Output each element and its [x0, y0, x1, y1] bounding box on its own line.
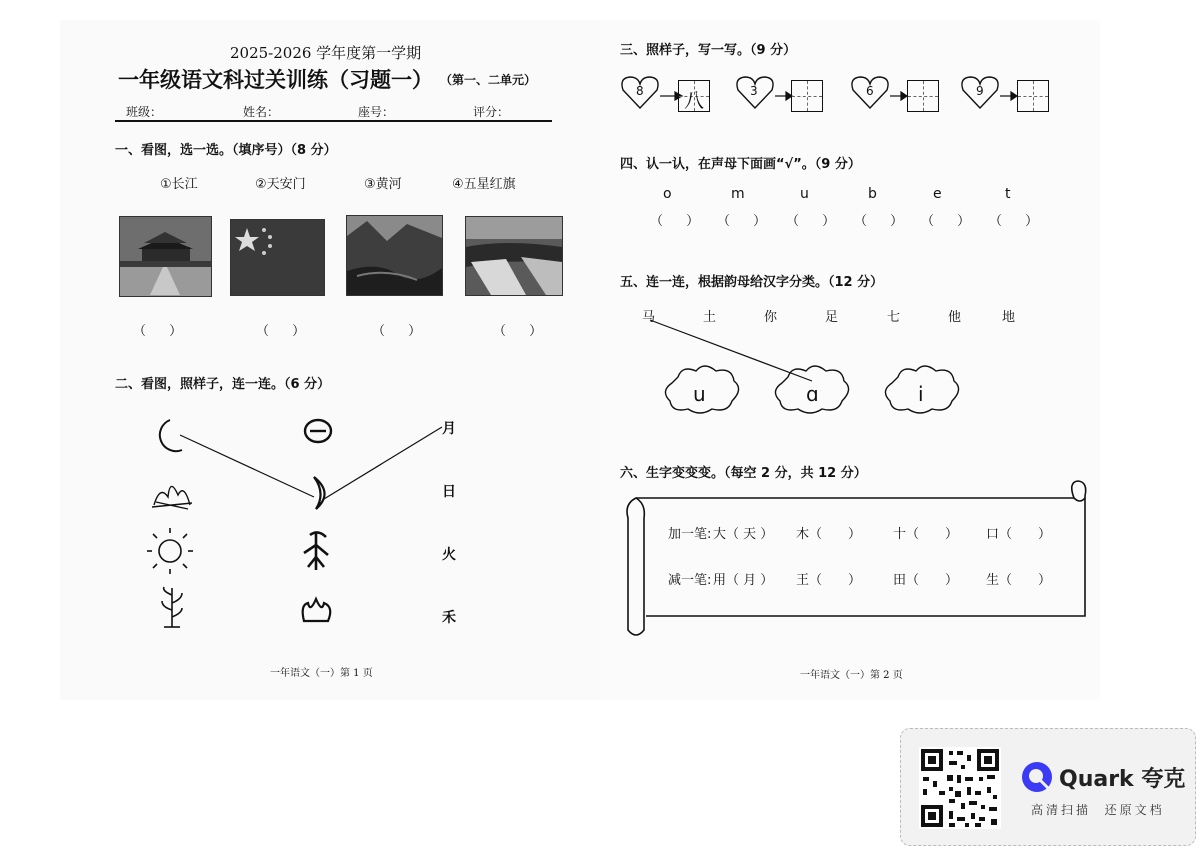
- heart-number-3: 6: [866, 84, 874, 98]
- quark-logo-icon: [1021, 761, 1053, 793]
- answer-blank-3[interactable]: （ ）: [372, 324, 424, 339]
- letter-m: m: [731, 186, 745, 202]
- field-score: 评分：: [473, 105, 510, 119]
- answer-blank-1[interactable]: （ ）: [133, 324, 185, 339]
- field-name: 姓名：: [243, 105, 280, 119]
- char-ni: 你: [764, 310, 778, 325]
- footer-page-2: 一年语文（一）第 2 页: [800, 670, 903, 681]
- option-2: ②天安门: [255, 177, 306, 192]
- letter-blank-4[interactable]: （ ）: [854, 214, 906, 229]
- add-stroke-kou[interactable]: 口（ ）: [986, 527, 1052, 542]
- sun-icon: [147, 528, 193, 574]
- page-title: 一年级语文科过关训练（习题一）: [118, 68, 433, 92]
- writing-grid-4[interactable]: [1017, 80, 1049, 112]
- quark-tagline: 高清扫描 还原文档: [1031, 803, 1165, 817]
- letter-blank-5[interactable]: （ ）: [921, 214, 973, 229]
- char-sun: 日: [442, 484, 456, 500]
- letter-t: t: [1005, 186, 1011, 202]
- char-moon: 月: [442, 421, 456, 437]
- remove-stroke-wang[interactable]: 王（ ）: [796, 573, 862, 588]
- ancient-sun-icon: [305, 420, 331, 442]
- page-subtitle: （第一、二单元）: [440, 73, 537, 87]
- quark-brand: Quark 夸克: [1059, 767, 1186, 792]
- section-2-heading: 二、看图，照样子，连一连。（6 分）: [115, 377, 331, 392]
- yellow-river-photo: [465, 216, 563, 296]
- matching-diagram: [140, 405, 480, 635]
- moon-icon: [160, 420, 182, 451]
- char-qi: 七: [887, 310, 901, 325]
- heart-number-1: 8: [636, 84, 644, 98]
- letter-blank-1[interactable]: （ ）: [650, 214, 702, 229]
- example-char: 八: [684, 88, 704, 112]
- qr-code-icon: [919, 747, 1001, 829]
- writing-grid-1: [678, 80, 710, 112]
- cloud-label-u: u: [693, 382, 706, 406]
- answer-blank-2[interactable]: （ ）: [256, 324, 308, 339]
- remove-stroke-label: 减一笔:: [668, 573, 712, 588]
- letter-u: u: [800, 186, 809, 202]
- remove-stroke-sheng[interactable]: 生（ ）: [986, 573, 1052, 588]
- char-fire: 火: [442, 547, 456, 563]
- char-zu: 足: [825, 310, 839, 325]
- scroll-frame: [622, 478, 1092, 640]
- ancient-moon-icon: [314, 477, 325, 509]
- cloud-diagram: [640, 315, 980, 425]
- fire-icon: [152, 486, 192, 509]
- header-rule: [115, 120, 552, 122]
- quark-watermark-badge: [900, 728, 1196, 846]
- section-5-heading: 五、连一连，根据韵母给汉字分类。（12 分）: [620, 275, 884, 290]
- letter-o: o: [663, 186, 672, 202]
- flag-photo: [230, 219, 325, 296]
- char-di: 地: [1002, 310, 1016, 325]
- writing-grid-3[interactable]: [907, 80, 939, 112]
- cloud-label-a: ɑ: [806, 382, 819, 406]
- remove-stroke-example: 用（ 月 ）: [713, 573, 774, 588]
- yangtze-photo: [346, 215, 443, 296]
- letter-b: b: [868, 186, 877, 202]
- ancient-grain-icon: [304, 532, 328, 570]
- ancient-fire-icon: [303, 599, 331, 621]
- letter-blank-2[interactable]: （ ）: [717, 214, 769, 229]
- add-stroke-label: 加一笔:: [668, 527, 712, 542]
- char-ta: 他: [948, 310, 962, 325]
- add-stroke-example: 大（ 天 ）: [713, 527, 774, 542]
- tiananmen-photo: [119, 216, 212, 297]
- remove-stroke-tian[interactable]: 田（ ）: [893, 573, 959, 588]
- cloud-label-i: i: [918, 382, 924, 406]
- grain-icon: [162, 587, 182, 627]
- writing-grid-2[interactable]: [791, 80, 823, 112]
- char-grain: 禾: [442, 610, 456, 626]
- add-stroke-mu[interactable]: 木（ ）: [796, 527, 862, 542]
- add-stroke-shi[interactable]: 十（ ）: [893, 527, 959, 542]
- option-1: ①长江: [160, 177, 198, 192]
- field-seat: 座号：: [358, 105, 395, 119]
- char-tu: 土: [703, 310, 717, 325]
- letter-e: e: [933, 186, 942, 202]
- field-class: 班级：: [126, 105, 163, 119]
- answer-blank-4[interactable]: （ ）: [493, 324, 545, 339]
- heart-number-2: 3: [750, 84, 758, 98]
- option-4: ④五星红旗: [452, 177, 516, 192]
- school-year: 2025-2026 学年度第一学期: [230, 44, 422, 62]
- letter-blank-6[interactable]: （ ）: [989, 214, 1041, 229]
- heart-number-4: 9: [976, 84, 984, 98]
- section-4-heading: 四、认一认，在声母下面画“√”。（9 分）: [620, 157, 861, 172]
- option-3: ③黄河: [364, 177, 402, 192]
- section-1-heading: 一、看图，选一选。（填序号）（8 分）: [115, 143, 337, 158]
- footer-page-1: 一年语文（一）第 1 页: [270, 668, 373, 679]
- letter-blank-3[interactable]: （ ）: [786, 214, 838, 229]
- section-3-heading: 三、照样子，写一写。（9 分）: [620, 43, 797, 58]
- section-6-heading: 六、生字变变变。（每空 2 分，共 12 分）: [620, 466, 867, 481]
- char-ma: 马: [642, 310, 656, 325]
